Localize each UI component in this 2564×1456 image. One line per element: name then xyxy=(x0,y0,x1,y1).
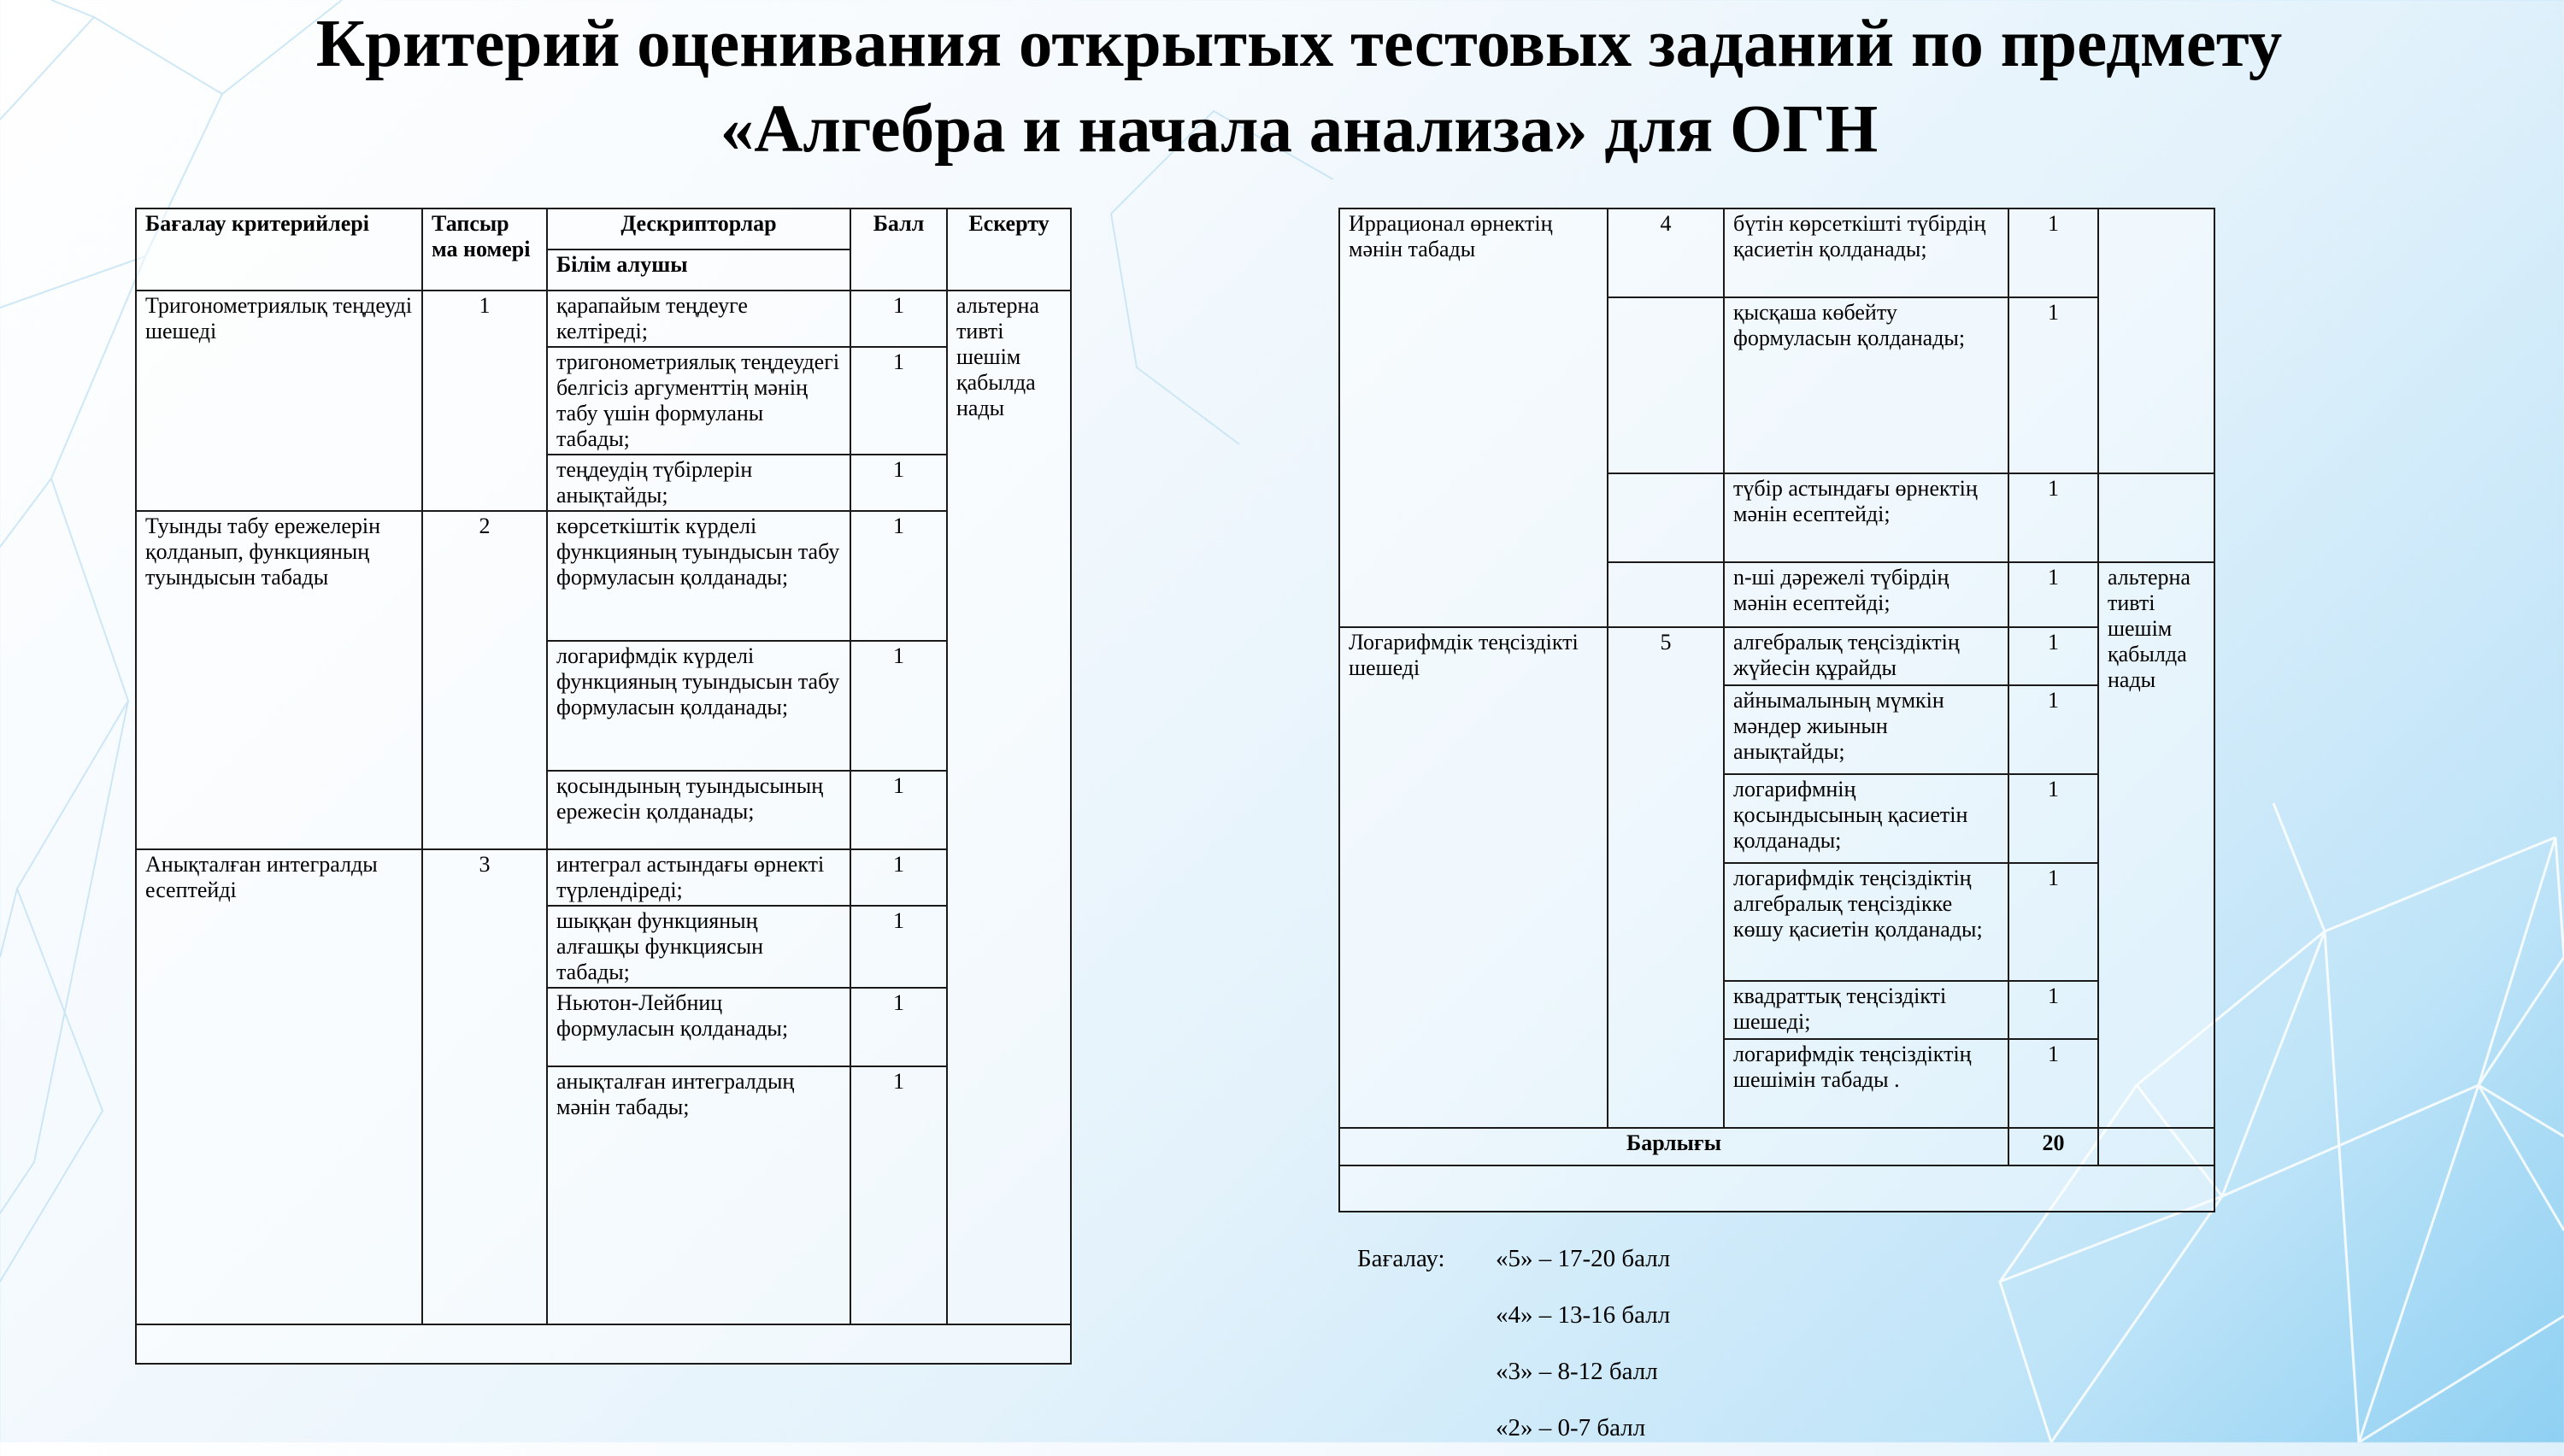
descriptor-score: 1 xyxy=(850,988,947,1066)
task-number: 3 xyxy=(422,849,547,1324)
grading-row: «5» – 17-20 балл xyxy=(1496,1245,1671,1272)
descriptor-text: логарифмдік күрделі функцияның туындысын табу формуласын қолданады; xyxy=(547,641,850,771)
grading-row: «3» – 8-12 балл xyxy=(1496,1358,1658,1385)
descriptor-score: 1 xyxy=(850,771,947,849)
descriptor-text: квадраттық теңсіздікті шешеді; xyxy=(1724,981,2008,1039)
descriptor-score: 1 xyxy=(2008,297,2098,473)
criterion-name: Иррационал өрнектің мәнін табады xyxy=(1339,208,1608,627)
grading-label: Бағалау: xyxy=(1357,1245,1445,1272)
grading-row: «4» – 13-16 балл xyxy=(1496,1301,1671,1329)
descriptor-score: 1 xyxy=(850,455,947,511)
descriptor-text: алгебралық теңсіздіктің жүйесін құрайды xyxy=(1724,627,2008,685)
descriptor-score: 1 xyxy=(2008,208,2098,297)
criterion-name: Туынды табу ережелерін қолданып, функцияның туындысын табады xyxy=(136,511,422,849)
criterion-name: Логарифмдік теңсіздікті шешеді xyxy=(1339,627,1608,1128)
empty-note-cell xyxy=(2098,473,2214,562)
header-criteria: Бағалау критерийлері xyxy=(136,208,422,291)
task-number: 1 xyxy=(422,291,547,511)
criteria-table-right xyxy=(1338,208,2215,1212)
note-cell: альтерна тивті шешім қабылда нады xyxy=(2098,562,2214,1128)
empty-task-cell xyxy=(1608,297,1724,473)
header-score: Балл xyxy=(850,208,947,291)
empty-task-cell xyxy=(1608,473,1724,562)
task-number: 4 xyxy=(1608,208,1724,297)
empty-footer-row xyxy=(1339,1165,2214,1212)
descriptor-text: айнымалының мүмкін мәндер жиынын анықтайды; xyxy=(1724,685,2008,774)
descriptor-score: 1 xyxy=(2008,863,2098,981)
note-cell: альтерна тивті шешім қабылда нады xyxy=(947,291,1071,1324)
descriptor-score: 1 xyxy=(2008,562,2098,627)
descriptor-score: 1 xyxy=(850,291,947,347)
descriptor-text: интеграл астындағы өрнекті түрлендіреді; xyxy=(547,849,850,906)
descriptor-score: 1 xyxy=(2008,1039,2098,1128)
descriptor-text: логарифмдік теңсіздіктің алгебралық теңсіздікке көшу қасиетін қолданады; xyxy=(1724,863,2008,981)
descriptor-score: 1 xyxy=(2008,981,2098,1039)
descriptor-text: тригонометриялық теңдеудегі белгісіз аргументтің мәнің табу үшін формуланы табады; xyxy=(547,347,850,455)
descriptor-score: 1 xyxy=(2008,627,2098,685)
grading-row: «2» – 0-7 балл xyxy=(1496,1414,1646,1441)
task-number: 5 xyxy=(1608,627,1724,1128)
total-value: 20 xyxy=(2008,1128,2098,1165)
header-student: Білім алушы xyxy=(547,250,850,291)
criteria-table-left xyxy=(135,208,1072,1365)
title-line-2: «Алгебра и начала анализа» для ОГН xyxy=(720,92,1879,167)
descriptor-score: 1 xyxy=(2008,473,2098,562)
descriptor-text: қысқаша көбейту формуласын қолданады; xyxy=(1724,297,2008,473)
total-label: Барлығы xyxy=(1339,1128,2008,1165)
descriptor-text: теңдеудің түбірлерін анықтайды; xyxy=(547,455,850,511)
descriptor-text: көрсеткіштік күрделі функцияның туындысын табу формуласын қолданады; xyxy=(547,511,850,641)
descriptor-score: 1 xyxy=(850,347,947,455)
descriptor-score: 1 xyxy=(850,906,947,988)
descriptor-text: Ньютон-Лейбниц формуласын қолданады; xyxy=(547,988,850,1066)
header-descriptors: Дескрипторлар xyxy=(547,208,850,250)
empty-task-cell xyxy=(1608,562,1724,627)
criterion-name: Анықталған интегралды есептейді xyxy=(136,849,422,1324)
title-line-1: Критерий оценивания открытых тестовых заданий по предмету xyxy=(315,7,2283,81)
descriptor-text: түбір астындағы өрнектің мәнін есептейді; xyxy=(1724,473,2008,562)
task-number: 2 xyxy=(422,511,547,849)
header-note: Ескерту xyxy=(947,208,1071,291)
descriptor-text: шыққан функцияның алғашқы функциясын табады; xyxy=(547,906,850,988)
descriptor-score: 1 xyxy=(850,849,947,906)
criterion-name: Тригонометриялық теңдеуді шешеді xyxy=(136,291,422,511)
descriptor-score: 1 xyxy=(850,641,947,771)
empty-total-note xyxy=(2098,1128,2214,1165)
descriptor-text: логарифмнің қосындысының қасиетін қолданады; xyxy=(1724,774,2008,863)
empty-footer-row xyxy=(136,1324,1071,1364)
descriptor-text: анықталған интегралдың мәнін табады; xyxy=(547,1066,850,1324)
descriptor-text: n-ші дәрежелі түбірдің мәнін есептейді; xyxy=(1724,562,2008,627)
empty-note-cell xyxy=(2098,208,2214,473)
descriptor-text: қосындының туындысының ережесін қолданады; xyxy=(547,771,850,849)
descriptor-score: 1 xyxy=(850,1066,947,1324)
descriptor-text: логарифмдік теңсіздіктің шешімін табады . xyxy=(1724,1039,2008,1128)
descriptor-text: бүтін көрсеткішті түбірдің қасиетін қолданады; xyxy=(1724,208,2008,297)
descriptor-score: 1 xyxy=(850,511,947,641)
descriptor-text: қарапайым теңдеуге келтіреді; xyxy=(547,291,850,347)
descriptor-score: 1 xyxy=(2008,774,2098,863)
header-task-number: Тапсыр ма номері xyxy=(422,208,547,291)
page-title xyxy=(0,2,2564,173)
descriptor-score: 1 xyxy=(2008,685,2098,774)
